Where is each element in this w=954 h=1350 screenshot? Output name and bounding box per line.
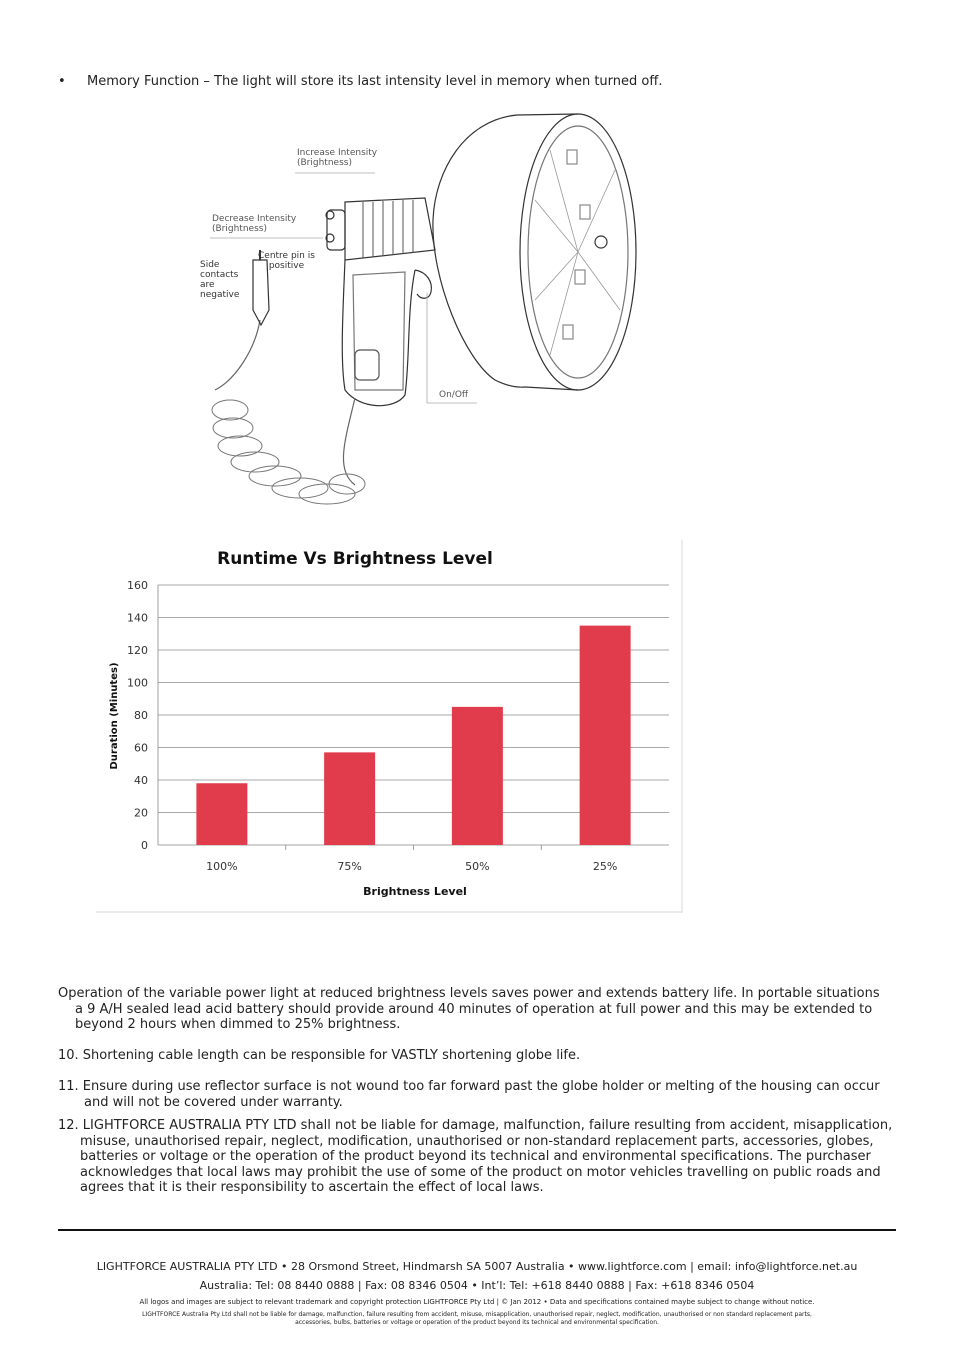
item-12-line: 12. LIGHTFORCE AUSTRALIA PTY LTD shall not be liable for damage, malfunction, failure resulting from accident, misapplication,: [58, 1118, 893, 1133]
chart-x-tick-label: 75%: [337, 860, 362, 873]
side-contacts-label: Side contacts are negative: [200, 260, 240, 300]
item-11-line: and will not be covered under warranty.: [84, 1094, 343, 1110]
chart-y-tick-label: 120: [127, 644, 148, 657]
chart-y-tick-label: 160: [127, 579, 148, 592]
memory-function-text: Memory Function – The light will store its last intensity level in memory when turned off.: [87, 74, 663, 89]
spotlight-drawing: [195, 110, 655, 525]
battery-paragraph-line: beyond 2 hours when dimmed to 25% brightness.: [75, 1017, 401, 1032]
item-12-line: acknowledges that local laws may prohibit the use of some of the product on motor vehicles travelling on public roads and: [80, 1164, 881, 1180]
footer-disclaimer: [0, 1311, 954, 1327]
chart-y-tick-label: 100: [127, 676, 148, 690]
chart-bar: [324, 752, 375, 845]
battery-paragraph: [58, 986, 898, 1033]
runtime-chart: [96, 540, 683, 913]
bullet-symbol: •: [58, 74, 66, 89]
chart-y-ticks: [127, 579, 148, 852]
centre-pin-label: Centre pin is positive: [258, 251, 315, 271]
item-11-line: 11. Ensure during use reflector surface is not wound too far forward past the globe holder or melting of the housing can occur: [58, 1079, 880, 1094]
decrease-intensity-label: Decrease Intensity (Brightness): [212, 214, 297, 234]
battery-paragraph-line: Operation of the variable power light at reduced brightness levels saves power and extends battery life. In portable situations: [58, 986, 880, 1001]
chart-y-tick-label: 140: [127, 611, 148, 625]
footer-disclaimer-line: LIGHTFORCE Australia Pty Ltd shall not be liable for damage, malfunction, failure resulting from accident, misuse, misapplication, unauthorised repair, neglect, modification, unauthorised or non standard replacement parts,: [142, 1311, 812, 1318]
item-12-line: misuse, unauthorised repair, neglect, modification, unauthorised or non-standard replacement parts, accessories, globes,: [80, 1133, 874, 1149]
chart-x-tick-label: 50%: [465, 860, 490, 873]
increase-intensity-label: Increase Intensity (Brightness): [297, 148, 378, 168]
chart-y-tick-label: 0: [141, 839, 148, 852]
chart-y-tick-label: 60: [134, 741, 148, 755]
chart-x-ticks: [206, 860, 617, 873]
chart-y-axis-label: Duration (Minutes): [109, 662, 120, 770]
runtime-chart-svg: [96, 540, 683, 913]
spotlight-illustration: [195, 110, 655, 525]
chart-y-tick-label: 80: [134, 709, 148, 722]
chart-title: Runtime Vs Brightness Level: [217, 549, 493, 569]
chart-x-tick-label: 25%: [592, 860, 618, 873]
footer-divider: [58, 1229, 896, 1231]
item-10-text: 10. Shortening cable length can be responsible for VASTLY shortening globe life.: [58, 1048, 581, 1063]
footer-copyright: All logos and images are subject to relevant trademark and copyright protection LIGHTFORCE Pty Ltd | © Jan 2012 • Data and specifications contained maybe subject to change without notice.: [139, 1298, 815, 1306]
item-10: [58, 1048, 908, 1064]
footer-phone: Australia: Tel: 08 8440 0888 | Fax: 08 8346 0504 • Int’l: Tel: +618 8440 0888 | Fax: +618 8346 0504: [199, 1279, 755, 1292]
chart-y-tick-label: 20: [134, 806, 148, 820]
chart-bar: [580, 626, 631, 845]
item-11: [58, 1079, 908, 1110]
chart-bar: [452, 707, 503, 845]
battery-paragraph-line: a 9 A/H sealed lead acid battery should provide around 40 minutes of operation at full power and this may be extended to: [75, 1001, 873, 1017]
on-off-label: On/Off: [439, 390, 469, 400]
chart-bar: [196, 783, 247, 845]
item-12-line: batteries or voltage or the operation of the product beyond its technical and environmental specifications. The purchaser: [80, 1149, 871, 1164]
chart-y-tick-label: 40: [134, 774, 148, 787]
footer-disclaimer-line: accessories, bulbs, batteries or voltage or operation of the product beyond its technical and environmental specification.: [295, 1319, 659, 1326]
item-12: [58, 1118, 908, 1196]
footer-address: LIGHTFORCE AUSTRALIA PTY LTD • 28 Orsmond Street, Hindmarsh SA 5007 Australia • www.lightforce.com | email: info@lightforce.net.au: [96, 1260, 858, 1273]
chart-x-axis-label: Brightness Level: [363, 885, 467, 898]
chart-bars: [196, 626, 630, 845]
chart-x-tick-label: 100%: [206, 860, 238, 873]
item-12-line: agrees that it is their responsibility to ascertain the effect of local laws.: [80, 1180, 544, 1195]
